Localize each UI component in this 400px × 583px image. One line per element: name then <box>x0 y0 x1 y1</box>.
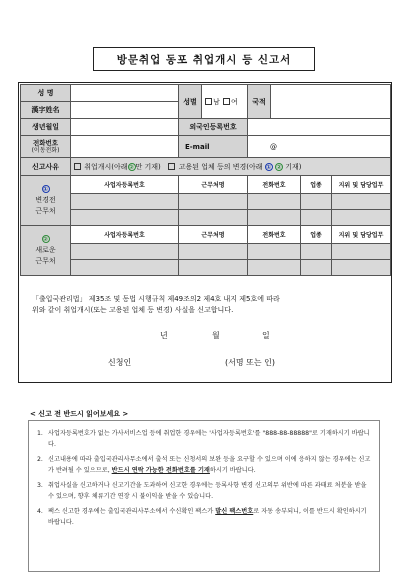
after-label-l2: 근무처 <box>35 257 56 265</box>
col-header-bizno: 사업자등록번호 <box>71 226 179 244</box>
col-header-industry: 업종 <box>301 176 332 194</box>
reason-change-label-post: 기재) <box>285 162 302 171</box>
notice-item <box>37 481 371 502</box>
before-position-field[interactable] <box>332 194 391 210</box>
before-bizno-field[interactable] <box>71 194 179 210</box>
col-header-bizno: 사업자등록번호 <box>71 176 179 194</box>
email-field[interactable] <box>248 136 391 158</box>
before-bizno-field-2[interactable] <box>71 210 179 226</box>
reason-label: 신고사유 <box>21 158 71 176</box>
circle-2-icon: ② <box>276 163 282 171</box>
notice-text-pre: 팩스 신고한 경우에는 출입국관리사무소에서 수신확인 팩스가 <box>48 508 216 515</box>
declaration-text <box>32 294 372 316</box>
before-position-field-2[interactable] <box>332 210 391 226</box>
birth-label: 생년월일 <box>21 119 71 136</box>
notice-title: < 신고 전 반드시 읽어보세요 > <box>30 410 129 418</box>
male-checkbox[interactable] <box>205 98 212 105</box>
reason-start-label-post: 만 기재) <box>135 162 161 171</box>
before-label-l2: 근무처 <box>35 207 56 215</box>
reason-change-checkbox[interactable] <box>168 163 175 170</box>
notice-box <box>28 420 380 572</box>
col-header-phone: 전화번호 <box>248 176 301 194</box>
notice-text-post: 하시기 바랍니다. <box>209 466 256 474</box>
notice-text-pre: 신고내용에 따라 출입국관리사무소에서 출석 또는 신청서의 보완 등을 요구할 수 있으며 이에 응하지 않는 경우에는 신고가 반려될 수 있으므로, <box>48 456 371 474</box>
circle-2-icon: ② <box>42 236 49 243</box>
after-phone-field-2[interactable] <box>248 260 301 276</box>
phone-label-sub: (이동전화) <box>31 146 60 154</box>
after-position-field[interactable] <box>332 244 391 260</box>
nationality-field[interactable] <box>271 85 391 119</box>
reason-change-label-pre: 고용된 업체 등의 변경(아래 <box>178 162 263 171</box>
registration-form-table <box>20 84 391 276</box>
name-field[interactable] <box>71 85 179 102</box>
before-phone-field-2[interactable] <box>248 210 301 226</box>
before-phone-field[interactable] <box>248 194 301 210</box>
after-workplace-label <box>21 226 71 276</box>
notice-text-post: 로 자동 송부되니, 이를 반드시 확인하시기 바랍니다. <box>48 508 367 526</box>
form-title: 방문취업 동포 취업개시 등 신고서 <box>93 47 315 71</box>
notice-item-text: 취업사실을 신고하거나 신고기간을 도과하여 신고한 경우에는 등록사항 변경 신고의무 위반에 따른 과태료 처분을 받을 수 있으며, 향후 체류기간 연장 시 불이익을 받을 수 있습니다. <box>48 482 367 500</box>
after-industry-field-2[interactable] <box>301 260 332 276</box>
phone-field[interactable] <box>71 136 179 158</box>
notice-item-text: 사업자등록번호가 없는 가사서비스업 등에 취업한 경우에는 '사업자등록번호'를 "888-88-88888"로 기재하시기 바랍니다. <box>48 430 370 448</box>
female-checkbox[interactable] <box>223 98 230 105</box>
reason-start-label-pre: 취업개시(아래 <box>84 162 128 171</box>
col-header-industry: 업종 <box>301 226 332 244</box>
notice-item <box>37 455 371 476</box>
after-industry-field[interactable] <box>301 244 332 260</box>
notice-item-text <box>48 455 371 476</box>
reason-start-checkbox[interactable] <box>74 163 81 170</box>
phone-label <box>21 136 71 158</box>
notice-item-number: 1. <box>37 430 43 437</box>
circle-2-icon: ② <box>129 163 135 171</box>
female-label: 여 <box>231 97 238 106</box>
col-header-phone: 전화번호 <box>248 226 301 244</box>
after-workplace-field[interactable] <box>179 244 248 260</box>
after-label-l1: 새로운 <box>35 246 56 254</box>
sex-label: 성별 <box>179 85 202 119</box>
reason-options <box>71 158 391 176</box>
circle-1-icon: ① <box>42 186 49 193</box>
notice-text-emphasis: 발신 팩스번호 <box>215 508 254 515</box>
year-label: 년 <box>160 331 168 340</box>
col-header-position: 지위 및 담당업무 <box>332 226 391 244</box>
nationality-label: 국적 <box>248 85 271 119</box>
col-header-workplace: 근무처명 <box>179 176 248 194</box>
before-industry-field-2[interactable] <box>301 210 332 226</box>
name-label: 성 명 <box>21 85 71 102</box>
notice-item-number: 2. <box>37 456 43 463</box>
alien-reg-field[interactable] <box>248 119 391 136</box>
circle-1-icon: ① <box>266 163 272 171</box>
email-label: E-mail <box>179 136 248 158</box>
phone-label-main: 전화번호 <box>32 138 59 147</box>
col-header-workplace: 근무처명 <box>179 226 248 244</box>
notice-text-emphasis: 반드시 연락 가능한 전화번호를 기재 <box>111 466 210 474</box>
after-position-field-2[interactable] <box>332 260 391 276</box>
declaration-line-1: 「출입국관리법」 제35조 및 동법 시행규칙 제49조의2 제4호 내지 제5호에 따라 <box>32 295 280 303</box>
notice-item <box>37 429 371 450</box>
signature-field[interactable]: (서명 또는 인) <box>225 358 275 367</box>
month-label: 월 <box>212 331 220 340</box>
day-label: 일 <box>262 331 270 340</box>
sex-options <box>202 85 248 119</box>
email-at-sign: @ <box>270 142 277 151</box>
hanja-name-label: 漢字姓名 <box>21 102 71 119</box>
before-workplace-field[interactable] <box>179 194 248 210</box>
after-workplace-field-2[interactable] <box>179 260 248 276</box>
after-phone-field[interactable] <box>248 244 301 260</box>
alien-reg-label: 외국인등록번호 <box>179 119 248 136</box>
after-bizno-field[interactable] <box>71 244 179 260</box>
notice-item <box>37 507 371 528</box>
before-label-l1: 변경전 <box>35 196 56 204</box>
declaration-line-2: 위와 같이 취업개시(또는 고용된 업체 등 변경) 사실을 신고합니다. <box>32 306 234 314</box>
before-workplace-label <box>21 176 71 226</box>
applicant-label: 신청인 <box>108 358 132 367</box>
before-industry-field[interactable] <box>301 194 332 210</box>
col-header-position: 지위 및 담당업무 <box>332 176 391 194</box>
male-label: 남 <box>213 97 220 106</box>
notice-item-number: 3. <box>37 482 43 489</box>
before-workplace-field-2[interactable] <box>179 210 248 226</box>
after-bizno-field-2[interactable] <box>71 260 179 276</box>
declaration-area <box>20 286 390 381</box>
notice-list <box>37 429 371 528</box>
notice-item-text <box>48 507 371 528</box>
hanja-name-field[interactable] <box>71 102 179 119</box>
notice-item-number: 4. <box>37 508 43 515</box>
birth-field[interactable] <box>71 119 179 136</box>
